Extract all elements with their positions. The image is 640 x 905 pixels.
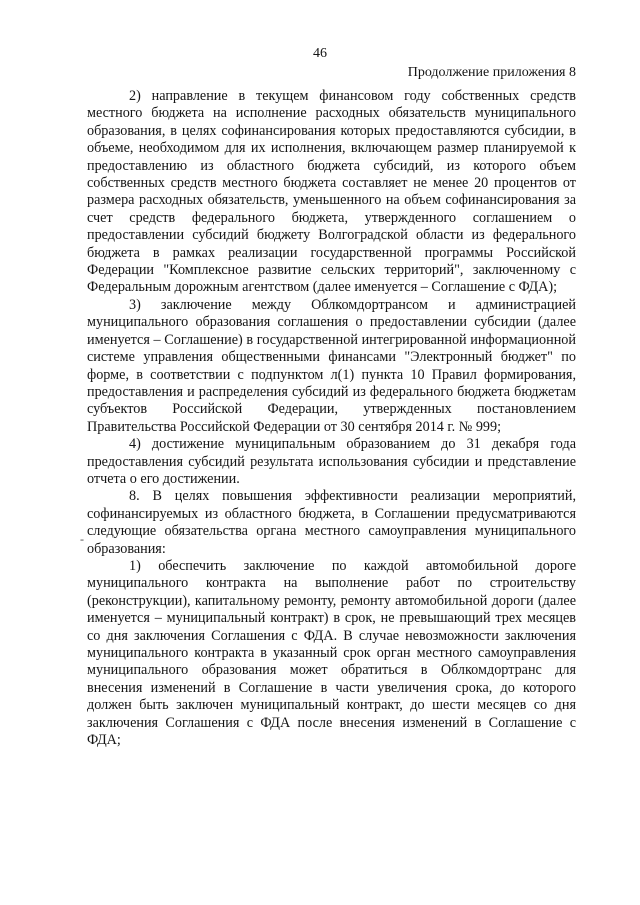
paragraph-item-4: 4) достижение муниципальным образованием до 31 декабря года предоставления субсидий результата использования субсидии и представление отчета о его достижении.	[87, 436, 576, 487]
paragraph-obligation-1: 1) обеспечить заключение по каждой автомобильной дороге муниципального контракта на выполнение работ по строительству (реконструкции), капитальному ремонту, ремонту автомобильной дороги (далее именуется – муниципальный контракт) в срок, не превышающий трех месяцев со дня заключения Соглашения с ФДА. В случае невозможности заключения муниципального контракта в указанный срок орган местного самоуправления муниципального образования может обратиться в Облкомдортранс для внесения изменений в Соглашение в части увеличения срока, до которого должен быть заключен муниципальный контракт, до шести месяцев со дня заключения Соглашения с ФДА после внесения изменений в Соглашение с ФДА;	[87, 557, 576, 749]
continuation-label: Продолжение приложения 8	[407, 65, 576, 80]
paragraph-section-8: 8. В целях повышения эффективности реализации мероприятий, софинансируемых из областного бюджета, в Соглашении предусматриваются следующие обязательства органа местного самоуправления муниципального образования:	[87, 488, 576, 557]
page-number: 46	[313, 46, 327, 61]
margin-mark: -	[80, 532, 84, 546]
document-body	[87, 88, 576, 749]
paragraph-item-3: 3) заключение между Облкомдортрансом и администрацией муниципального образования соглашения о предоставлении субсидии (далее именуется – Соглашение) в государственной интегрированной информационной системе управления общественными финансами "Электронный бюджет" по форме, в соответствии с подпунктом л(1) пункта 10 Правил формирования, предоставления и распределения субсидий из федерального бюджета бюджетам субъектов Российской Федерации, утвержденных постановлением Правительства Российской Федерации от 30 сентября 2014 г. № 999;	[87, 296, 576, 435]
paragraph-item-2: 2) направление в текущем финансовом году собственных средств местного бюджета на исполнение расходных обязательств муниципального образования, в целях софинансирования которых предоставляются субсидии, в объеме, необходимом для их исполнения, включающем размер планируемой к предоставлению из областного бюджета субсидий, из которого объем собственных средств местного бюджета составляет не менее 20 процентов от размера расходных обязательств, уменьшенного на объем софинансирования за счет средств федерального бюджета, утвержденного соглашением о предоставлении субсидий бюджету Волгоградской области из федерального бюджета в рамках реализации государственной программы Российской Федерации "Комплексное развитие сельских территорий", заключенному с Федеральным дорожным агентством (далее именуется – Соглашение с ФДА);	[87, 88, 576, 296]
